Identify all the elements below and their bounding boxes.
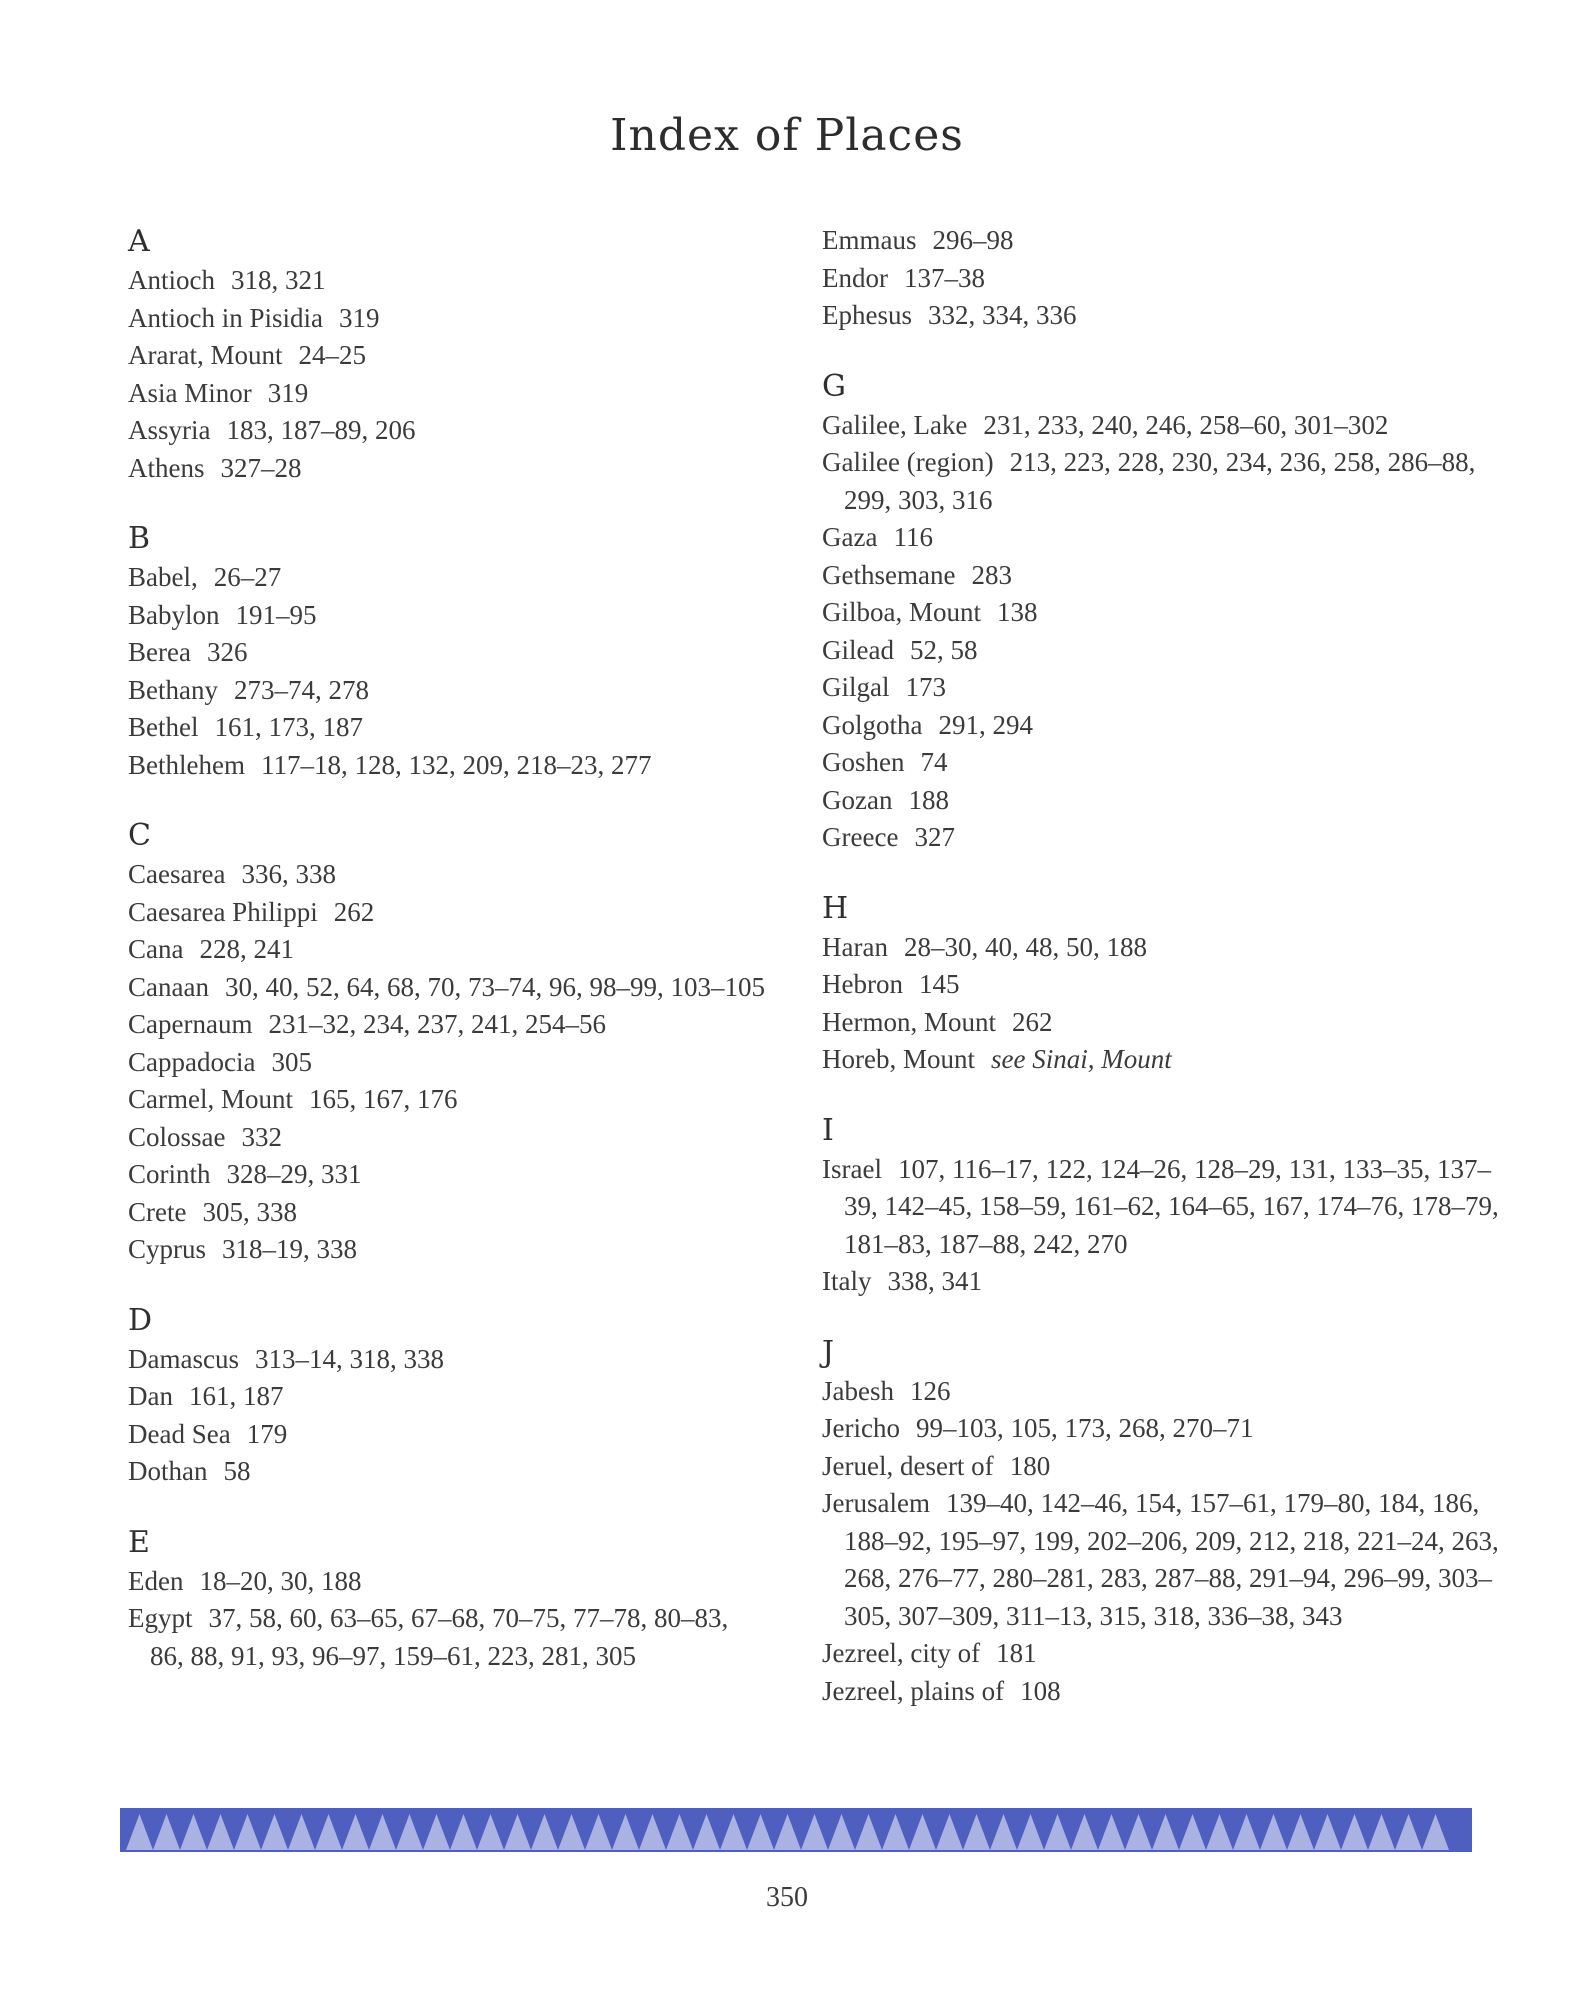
entry-name: Colossae [128,1121,226,1152]
entry-name: Berea [128,637,191,667]
index-entry [128,747,768,785]
entry-name: Bethlehem [128,749,245,780]
entry-pages: 107, 116–17, 122, 124–26, 128–29, 131, 133–35, 137–39, 142–45, 158–59, 161–62, 164–65, 167, 174–76, 178–79, 181–83, 187–88, 242, 270 [844,1153,1499,1259]
index-entry [128,1453,768,1491]
index-entry [128,1156,768,1194]
entry-pages: 117–18, 128, 132, 209, 218–23, 277 [260,749,652,780]
entry-name: Jerusalem [822,1488,930,1518]
index-entry [822,707,1502,745]
entry-pages: 332 [241,1121,282,1152]
index-entry [822,1373,1502,1411]
entry-name: Asia Minor [128,377,252,408]
entry-pages: 126 [909,1375,951,1406]
index-entry [822,929,1502,967]
entry-pages: 161, 173, 187 [214,712,363,742]
section-letter: J [822,1334,835,1370]
index-entry [822,782,1502,820]
entry-name: Hermon, Mount [822,1006,996,1037]
entry-pages: 116 [893,522,933,552]
index-entry [128,856,768,894]
entry-pages: 332, 334, 336 [928,300,1077,330]
index-column-right [822,222,1502,1742]
index-entry [128,1563,768,1601]
entry-name: Horeb, Mount [822,1044,975,1074]
entry-pages: 26–27 [213,562,282,592]
index-section [128,519,768,784]
entry-pages: 138 [997,597,1038,627]
index-section [822,367,1502,857]
entry-pages: 24–25 [298,340,366,370]
entry-pages: 52, 58 [909,634,978,665]
entry-pages: 173 [905,672,946,702]
entry-pages: 180 [1009,1450,1051,1481]
section-letter: D [128,1302,153,1338]
entry-name: Galilee, Lake [822,409,968,440]
entry-pages: 328–29, 331 [226,1159,362,1189]
entry-pages: 99–103, 105, 173, 268, 270–71 [915,1413,1254,1443]
index-entry [128,262,768,300]
entry-name: Corinth [128,1159,211,1189]
section-letter: C [128,818,151,853]
entry-pages: 336, 338 [241,859,336,889]
entry-name: Dothan [128,1456,208,1486]
entry-name: Golgotha [822,709,923,740]
index-entry [822,744,1502,782]
index-section [128,816,768,1269]
section-letter: H [822,890,849,926]
entry-name: Gilboa, Mount [822,597,981,627]
entry-name: Jezreel, city of [822,1638,981,1668]
entry-name: Emmaus [822,225,917,255]
entry-pages: 179 [246,1418,288,1449]
entry-name: Ararat, Mount [128,340,283,370]
index-entry [128,450,768,488]
entry-name: Ephesus [822,300,912,330]
entry-pages: 318–19, 338 [222,1234,358,1264]
index-entry [128,1006,768,1044]
index-entry [822,966,1502,1004]
entry-see-reference: see Sinai, Mount [990,1044,1172,1074]
entry-name: Antioch [128,265,215,295]
index-entry [128,559,768,597]
entry-name: Carmel, Mount [128,1084,293,1114]
entry-name: Goshen [822,747,905,777]
entry-pages: 313–14, 318, 338 [254,1343,444,1374]
entry-name: Damascus [128,1343,239,1374]
index-entry [822,557,1502,595]
entry-pages: 30, 40, 52, 64, 68, 70, 73–74, 96, 98–99, 103–105 [224,971,765,1002]
entry-name: Endor [822,262,888,293]
entry-name: Crete [128,1196,187,1227]
entry-name: Antioch in Pisidia [128,302,323,333]
index-entry [822,1485,1502,1635]
index-entry [822,1448,1502,1486]
entry-name: Egypt [128,1603,193,1633]
entry-pages: 74 [920,747,948,777]
entry-pages: 37, 58, 60, 63–65, 67–68, 70–75, 77–78, 80–83, 86, 88, 91, 93, 96–97, 159–61, 223, 281, 305 [150,1603,729,1671]
entry-pages: 273–74, 278 [233,674,369,705]
index-section [822,1333,1502,1711]
entry-name: Haran [822,931,888,962]
entry-name: Gilead [822,634,894,665]
index-entry [128,1081,768,1119]
index-entry [128,375,768,413]
index-entry [128,300,768,338]
page-title: Index of Places [610,110,964,161]
index-entry [822,1151,1502,1264]
index-entry [128,1341,768,1379]
index-entry [822,519,1502,557]
index-entry [128,1044,768,1082]
index-entry [822,260,1502,298]
index-section [822,889,1502,1079]
entry-pages: 139–40, 142–46, 154, 157–61, 179–80, 184, 186, 188–92, 195–97, 199, 202–206, 209, 212, 218, 221–24, 263, 268, 276–77, 280–281, 283, 287–88, 291–94, 296–99, 303–305, 307–309, 311–13, 315, 318, 336–38, 343 [844,1488,1499,1631]
index-section [128,222,768,487]
index-entry [128,894,768,932]
entry-pages: 231, 233, 240, 246, 258–60, 301–302 [983,409,1389,440]
entry-name: Gilgal [822,672,890,702]
entry-name: Caesarea Philippi [128,896,318,927]
entry-pages: 145 [918,969,960,999]
entry-pages: 327–28 [220,452,302,483]
entry-pages: 188 [908,784,949,815]
index-entry [128,1378,768,1416]
index-entry [128,1600,768,1675]
entry-pages: 137–38 [903,262,985,293]
section-letter: A [128,224,150,259]
entry-name: Babel, [128,562,198,592]
entry-name: Hebron [822,969,903,999]
entry-pages: 338, 341 [887,1266,982,1296]
entry-pages: 291, 294 [938,709,1033,740]
entry-name: Caesarea [128,859,226,889]
section-letter: E [128,1524,150,1560]
entry-pages: 58 [223,1456,251,1486]
entry-name: Italy [822,1266,872,1296]
index-entry [822,1263,1502,1301]
entry-name: Gozan [822,784,893,815]
entry-name: Gethsemane [822,559,956,590]
section-letter: B [128,521,151,556]
entry-pages: 213, 223, 228, 230, 234, 236, 258, 286–88, 299, 303, 316 [844,447,1476,515]
entry-pages: 319 [267,377,309,408]
entry-pages: 305, 338 [202,1196,297,1227]
entry-name: Jabesh [822,1375,894,1406]
index-entry [128,1194,768,1232]
entry-name: Bethel [128,712,199,742]
entry-pages: 165, 167, 176 [308,1084,458,1114]
entry-name: Cyprus [128,1234,207,1264]
entry-name: Bethany [128,674,218,705]
entry-name: Dan [128,1381,173,1411]
entry-name: Athens [128,452,205,483]
entry-pages: 296–98 [932,225,1014,255]
entry-pages: 305 [271,1046,312,1077]
entry-name: Canaan [128,971,209,1002]
entry-pages: 283 [971,559,1012,590]
index-section [128,1523,768,1676]
index-entry [822,1635,1502,1673]
section-letter: I [822,1112,834,1148]
decorative-border [120,1808,1472,1852]
index-column-left [128,222,768,1707]
entry-name: Assyria [128,415,211,445]
index-entry [822,1673,1502,1711]
entry-name: Israel [822,1153,882,1184]
entry-name: Capernaum [128,1009,253,1039]
index-section [822,1111,1502,1301]
entry-name: Jeruel, desert of [822,1450,994,1481]
index-entry [128,1231,768,1269]
entry-pages: 183, 187–89, 206 [226,415,416,445]
index-entry [128,337,768,375]
index-section [128,1301,768,1491]
index-entry [822,632,1502,670]
index-entry [128,931,768,969]
index-entry [822,669,1502,707]
entry-pages: 108 [1020,1675,1061,1706]
entry-name: Cana [128,934,184,964]
index-entry [822,1410,1502,1448]
section-letter: G [822,368,846,404]
entry-pages: 327 [914,822,955,852]
entry-name: Greece [822,822,899,852]
entry-pages: 181 [996,1638,1037,1668]
entry-name: Cappadocia [128,1046,256,1077]
page-number: 350 [766,1882,808,1913]
entry-pages: 28–30, 40, 48, 50, 188 [903,931,1147,962]
index-entry [128,1119,768,1157]
entry-name: Dead Sea [128,1418,231,1449]
index-entry [822,297,1502,335]
index-section [822,222,1502,335]
index-entry [128,672,768,710]
entry-name: Babylon [128,599,220,630]
entry-name: Gaza [822,522,878,552]
entry-pages: 262 [333,896,375,927]
index-entry [128,597,768,635]
index-entry [822,594,1502,632]
index-entry [128,969,768,1007]
entry-name: Jericho [822,1413,900,1443]
entry-pages: 228, 241 [199,934,294,964]
entry-name: Galilee (region) [822,447,994,477]
index-entry [822,407,1502,445]
entry-pages: 319 [339,302,380,333]
entry-pages: 262 [1011,1006,1053,1037]
index-entry [822,819,1502,857]
index-entry [822,222,1502,260]
entry-pages: 326 [206,637,248,667]
index-entry [822,1041,1502,1079]
index-entry [128,1416,768,1454]
index-entry [822,1004,1502,1042]
entry-pages: 231–32, 234, 237, 241, 254–56 [268,1009,606,1039]
index-entry [128,634,768,672]
index-entry [128,412,768,450]
index-entry [822,444,1502,519]
entry-name: Eden [128,1565,184,1596]
index-entry [128,709,768,747]
entry-name: Jezreel, plains of [822,1675,1005,1706]
entry-pages: 18–20, 30, 188 [199,1565,362,1596]
entry-pages: 318, 321 [231,265,326,295]
entry-pages: 191–95 [235,599,317,630]
entry-pages: 161, 187 [188,1381,284,1411]
